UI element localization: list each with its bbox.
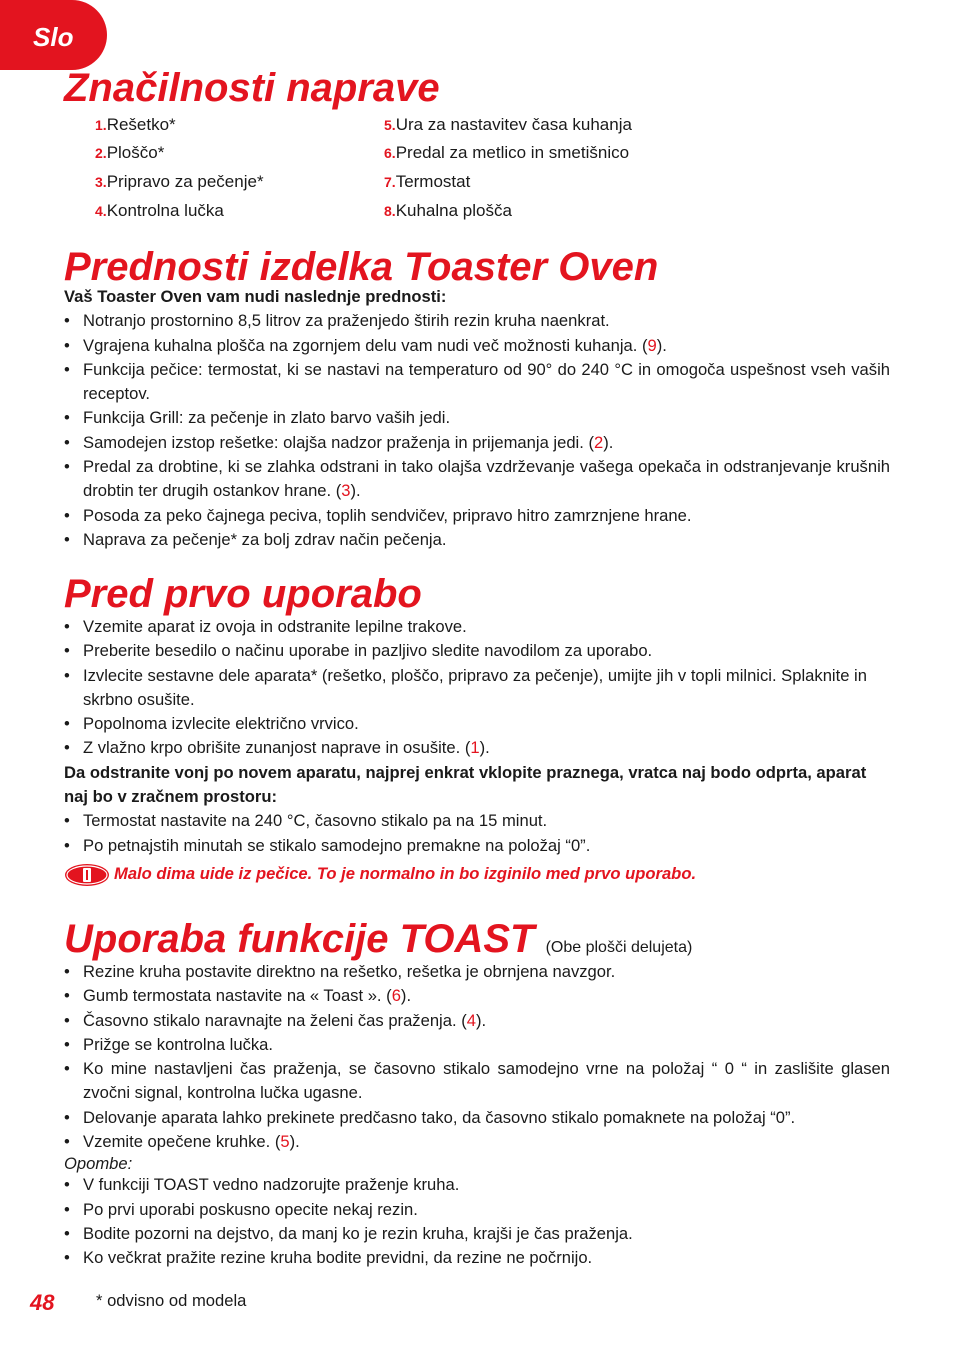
list-item: • Ko mine nastavljeni čas praženja, se časovno stikalo samodejno vrne na položaj “ 0 “ in zaslišite glasen zvočni signal, kontrolna lučka ugasne. bbox=[64, 1057, 890, 1106]
list-item: • Notranjo prostornino 8,5 litrov za praženjedo štirih rezin kruha naenkrat. bbox=[64, 309, 890, 333]
first-use-list-2 bbox=[64, 809, 890, 858]
advantages-list bbox=[64, 309, 890, 552]
feature-item: 2.Ploščo* bbox=[95, 143, 165, 162]
list-item: • Z vlažno krpo obrišite zunanjost naprave in osušite. (1). bbox=[64, 736, 890, 760]
feature-item: 3.Pripravo za pečenje* bbox=[95, 172, 264, 191]
features-title: Značilnosti naprave bbox=[64, 66, 440, 110]
list-item: • Vzemite opečene kruhke. (5). bbox=[64, 1130, 890, 1154]
feature-item: 8.Kuhalna plošča bbox=[384, 201, 512, 220]
toast-title: Uporaba funkcije TOAST (Obe plošči delujeta) bbox=[64, 917, 693, 961]
advantages-intro: Vaš Toaster Oven vam nudi naslednje prednosti: bbox=[64, 287, 447, 306]
list-item: • Termostat nastavite na 240 °C, časovno stikalo pa na 15 minut. bbox=[64, 809, 890, 833]
toast-list bbox=[64, 960, 890, 1154]
language-label: Slo bbox=[33, 22, 74, 52]
figure-ref: 4 bbox=[466, 1010, 476, 1030]
advantages-title: Prednosti izdelka Toaster Oven bbox=[64, 245, 659, 289]
toast-section bbox=[64, 960, 890, 1271]
figure-ref: 1 bbox=[470, 738, 480, 758]
figure-ref: 6 bbox=[391, 986, 401, 1006]
list-item: • Posoda za peko čajnega peciva, toplih sendvičev, pripravo hitro zamrznjene hrane. bbox=[64, 504, 890, 528]
feature-item: 5.Ura za nastavitev časa kuhanja bbox=[384, 115, 632, 134]
feature-item: 7.Termostat bbox=[384, 172, 471, 191]
list-item: • Funkcija pečice: termostat, ki se nastavi na temperaturo od 90° do 240 °C in omogoča uspešnost vseh vaših receptov. bbox=[64, 358, 890, 407]
list-item: • V funkciji TOAST vedno nadzorujte praženje kruha. bbox=[64, 1173, 890, 1197]
list-item: • Samodejen izstop rešetke: olajša nadzor praženja in prijemanja jedi. (2). bbox=[64, 431, 890, 455]
warning-note bbox=[64, 862, 696, 887]
figure-ref: 9 bbox=[647, 335, 657, 355]
list-item: • Funkcija Grill: za pečenje in zlato barvo vaših jedi. bbox=[64, 406, 890, 430]
figure-ref: 2 bbox=[594, 432, 604, 452]
list-item: • Delovanje aparata lahko prekinete predčasno tako, da časovno stikalo pomaknete na položaj “0”. bbox=[64, 1106, 890, 1130]
list-item: • Prižge se kontrolna lučka. bbox=[64, 1033, 890, 1057]
list-item: • Po prvi uporabi poskusno opecite nekaj rezin. bbox=[64, 1198, 890, 1222]
feature-item: 4.Kontrolna lučka bbox=[95, 201, 224, 220]
list-item: • Preberite besedilo o načinu uporabe in pazljivo sledite navodilom za uporabo. bbox=[64, 639, 890, 663]
list-item: • Predal za drobtine, ki se zlahka odstrani in tako olajša vzdrževanje vašega opekača in odstranjevanje krušnih drobtin ter drugih ostankov hrane. (3). bbox=[64, 455, 890, 504]
warning-text: Malo dima uide iz pečice. To je normalno in bo izginilo med prvo uporabo. bbox=[114, 864, 697, 883]
list-item: • Po petnajstih minutah se stikalo samodejno premakne na položaj “0”. bbox=[64, 834, 890, 858]
figure-ref: 3 bbox=[341, 481, 351, 501]
list-item: • Časovno stikalo naravnajte na želeni čas praženja. (4). bbox=[64, 1009, 890, 1033]
list-item: • Gumb termostata nastavite na « Toast ». (6). bbox=[64, 984, 890, 1008]
list-item: • Vgrajena kuhalna plošča na zgornjem delu vam nudi več možnosti kuhanja. (9). bbox=[64, 334, 890, 358]
list-item: • Rezine kruha postavite direktno na rešetko, rešetka je obrnjena navzgor. bbox=[64, 960, 890, 984]
list-item: • Vzemite aparat iz ovoja in odstranite lepilne trakove. bbox=[64, 615, 890, 639]
notes-label: Opombe: bbox=[64, 1154, 133, 1174]
notes-list bbox=[64, 1173, 890, 1270]
feature-item: 6.Predal za metlico in smetišnico bbox=[384, 143, 630, 162]
first-use-bold-paragraph: Da odstranite vonj po novem aparatu, najprej enkrat vklopite praznega, vratca naj bodo odprta, aparat naj bo v zračnem prostoru: bbox=[64, 762, 867, 807]
language-tab bbox=[0, 0, 107, 70]
advantages-section bbox=[64, 285, 890, 552]
list-item: • Popolnoma izvlecite električno vrvico. bbox=[64, 712, 890, 736]
list-item: • Bodite pozorni na dejstvo, da manj ko je rezin kruha, krajši je čas praženja. bbox=[64, 1222, 890, 1246]
feature-item: 1.Rešetko* bbox=[95, 115, 176, 134]
list-item: • Izvlecite sestavne dele aparata* (rešetko, ploščo, pripravo za pečenje), umijte jih v topli milnici. Splaknite in skrbno osušite. bbox=[64, 664, 890, 713]
first-use-title: Pred prvo uporabo bbox=[64, 572, 422, 616]
first-use-section bbox=[64, 615, 890, 858]
list-item: • Ko večkrat pražite rezine kruha bodite previdni, da rezine ne počrnijo. bbox=[64, 1246, 890, 1270]
toast-subtitle: (Obe plošči delujeta) bbox=[545, 939, 693, 956]
footnote: * odvisno od modela bbox=[96, 1291, 247, 1310]
figure-ref: 5 bbox=[280, 1132, 290, 1152]
first-use-list bbox=[64, 615, 890, 761]
important-icon bbox=[64, 863, 110, 887]
page-number: 48 bbox=[30, 1290, 55, 1315]
list-item: • Naprava za pečenje* za bolj zdrav način pečenja. bbox=[64, 528, 890, 552]
